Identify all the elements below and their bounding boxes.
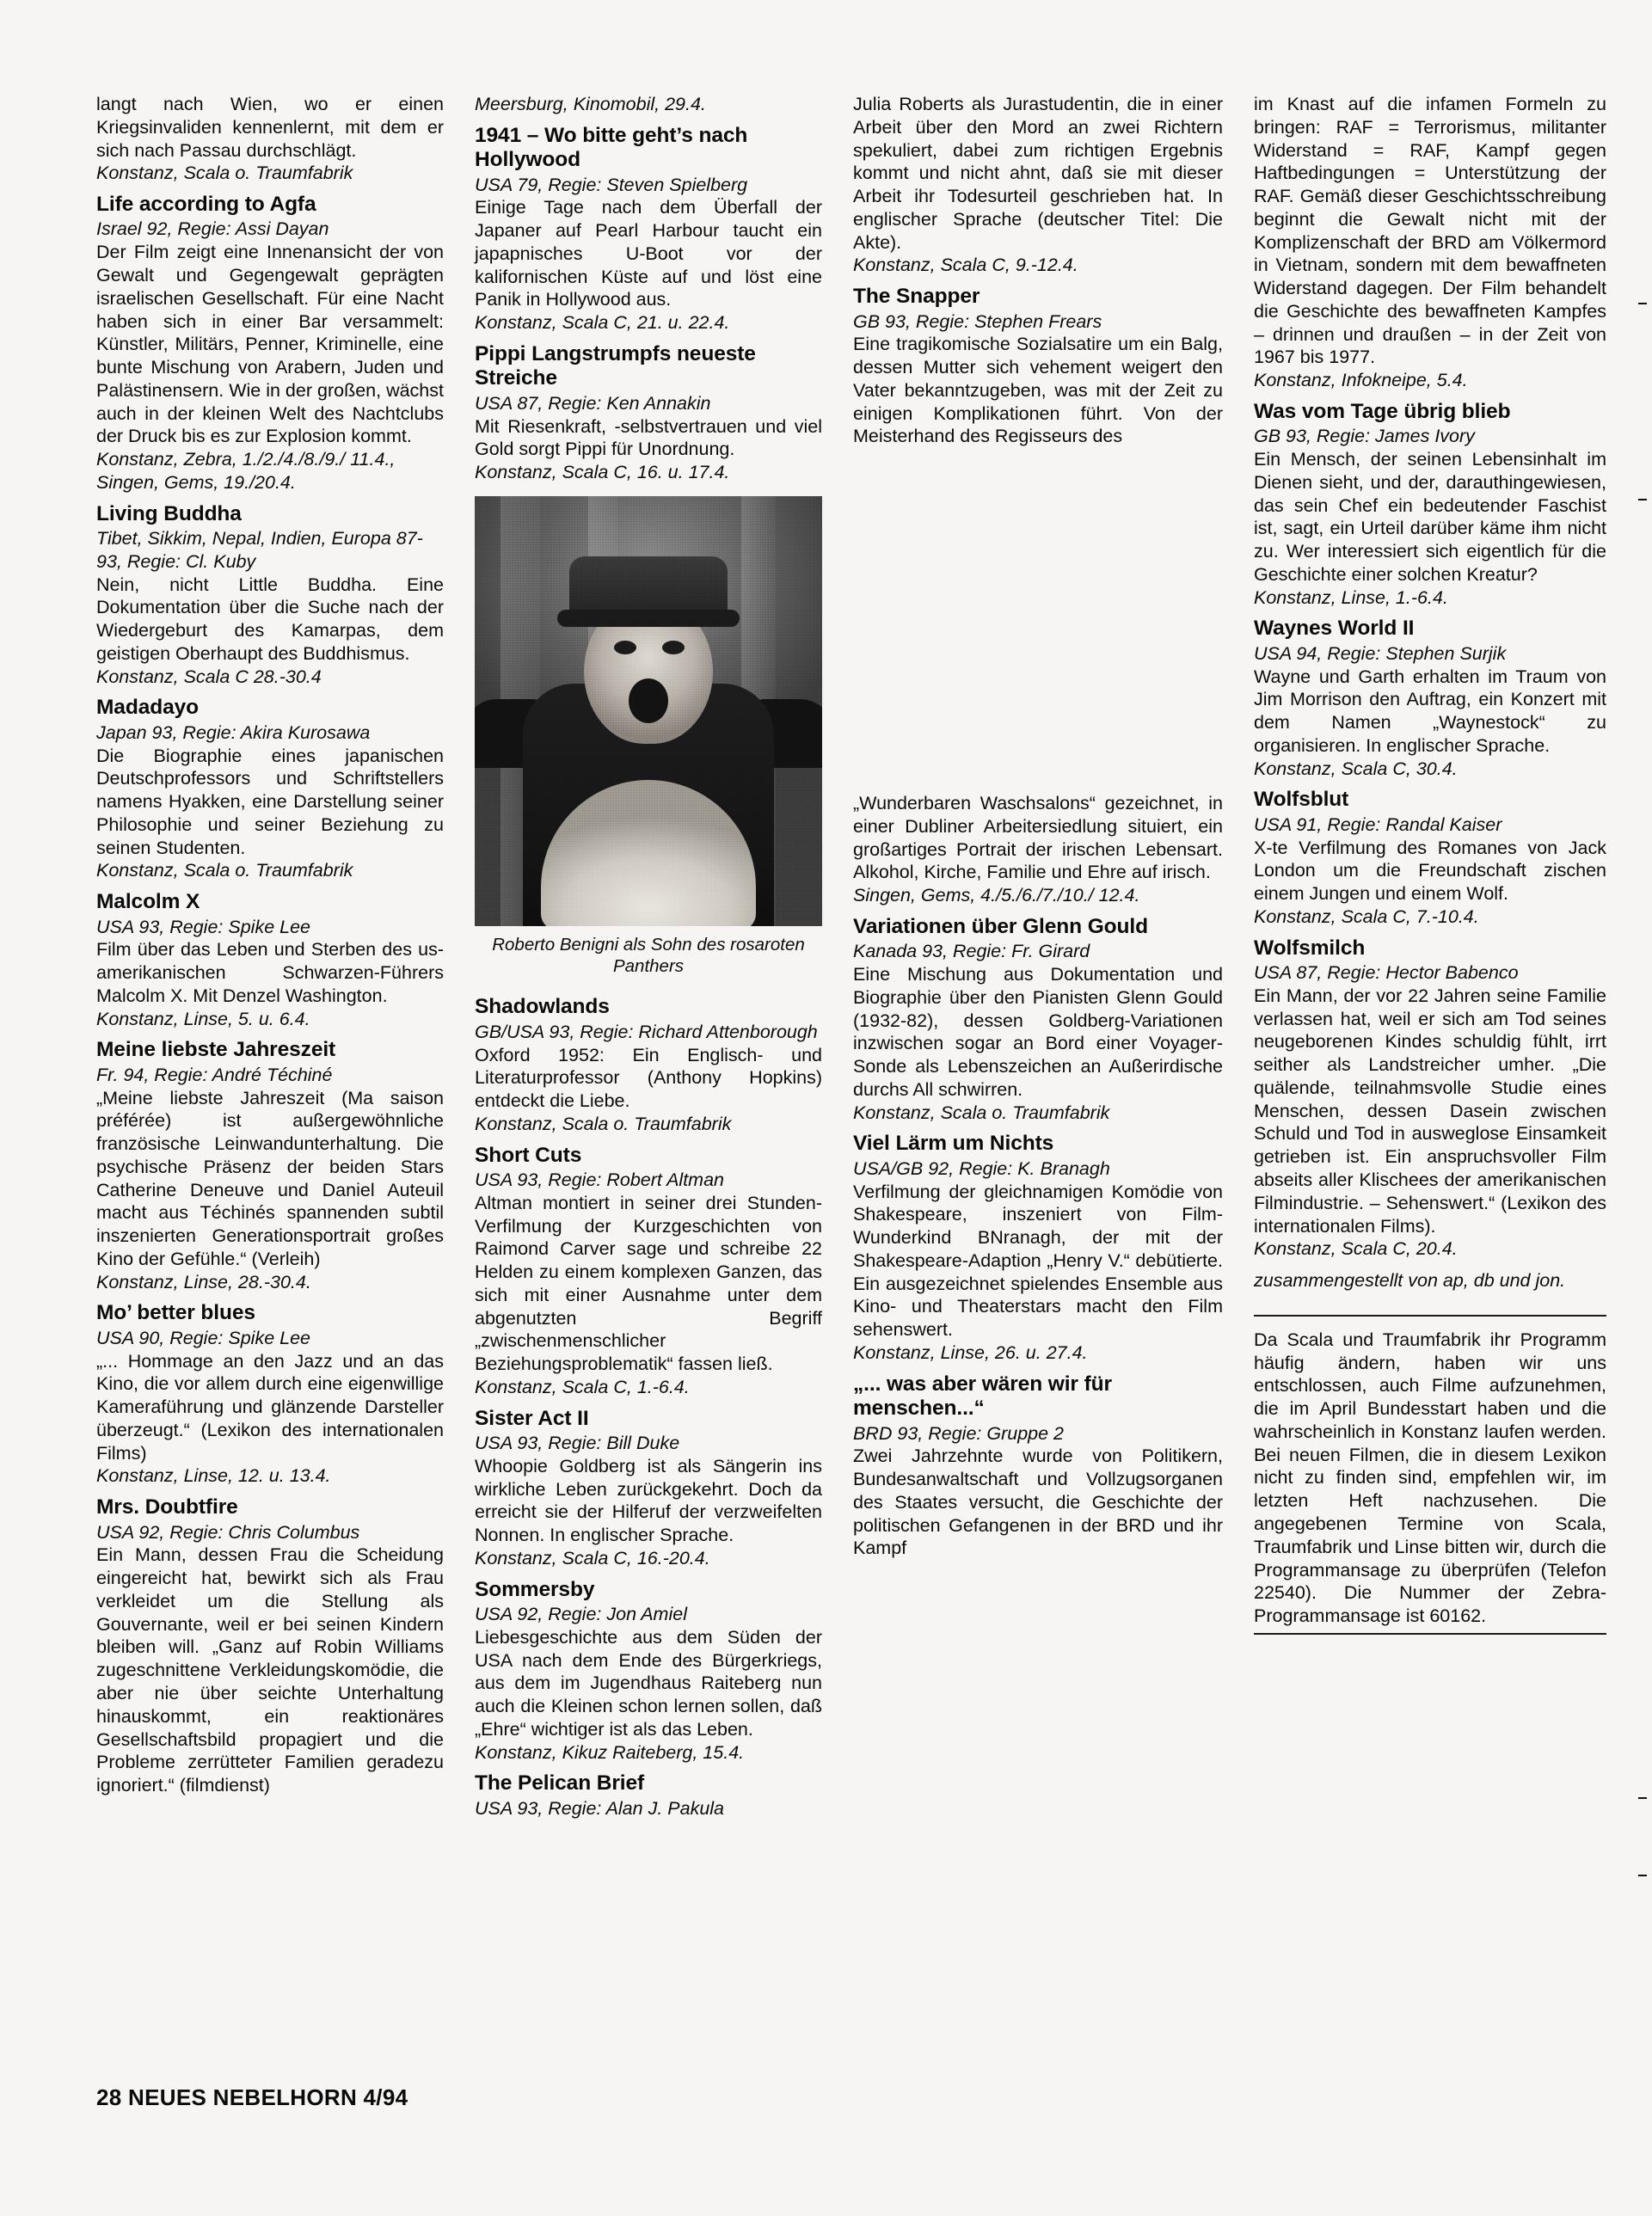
film-credit: USA 91, Regie: Randal Kaiser	[1254, 813, 1502, 835]
film-title: Wolfsblut	[1254, 788, 1349, 812]
film-credit: GB 93, Regie: James Ivory	[1254, 426, 1475, 447]
film-credit: BRD 93, Regie: Gruppe 2	[853, 1422, 1064, 1444]
film-credit: USA 93, Regie: Robert Altman	[475, 1169, 724, 1190]
film-description: Eine Mischung aus Dokumentation und Biographie über den Pianisten Glenn Gould (1932-82), dessen Goldberg-Variationen inzwischen sogar an Bord einer Voyager-Sonde als Lebenszeichen an Außerirdische durchs All schwirren.	[853, 964, 1223, 1100]
film-title: Madadayo	[96, 696, 200, 720]
film-credit: USA 93, Regie: Bill Duke	[475, 1433, 680, 1454]
venue-line: Konstanz, Scala C, 16.-20.4.	[475, 1547, 710, 1568]
film-title: Pippi Langstrumpfs neueste Streiche	[475, 341, 756, 390]
film-title: Living Buddha	[96, 501, 242, 525]
film-description: Die Biographie eines japanischen Deutschprofessors und Schriftstellers namens Hyakken, eine Darstellung seiner Philosophie und seiner Beziehung zu seinen Studenten.	[96, 745, 444, 858]
photo-grain	[475, 496, 822, 926]
venue-line: Konstanz, Linse, 12. u. 13.4.	[96, 1465, 331, 1487]
film-description-continued: „Wunderbaren Waschsalons“ gezeichnet, in einer Dubliner Arbeitersiedlung situiert, ein großartiges Portrait der irischen Lebensart. Alkohol, Kirche, Familie und Ehre auf irisch.	[853, 793, 1223, 883]
film-credit: Israel 92, Regie: Assi Dayan	[96, 218, 329, 240]
column-1	[96, 93, 444, 1797]
film-title: The Pelican Brief	[475, 1771, 645, 1796]
film-title: Was vom Tage übrig blieb	[1254, 399, 1511, 423]
venue-line: Konstanz, Infokneipe, 5.4.	[1254, 370, 1468, 391]
venue-line: Konstanz, Scala o. Traumfabrik	[96, 860, 353, 881]
film-description: Film über das Leben und Sterben des us-amerikanischen Schwarzen-Führers Malcolm X. Mit Denzel Washington.	[96, 939, 444, 1006]
venue-line: Konstanz, Scala o. Traumfabrik	[853, 1102, 1110, 1123]
film-credit: Tibet, Sikkim, Nepal, Indien, Europa 87-93, Regie: Cl. Kuby	[96, 528, 423, 572]
venue-line: Konstanz, Linse, 1.-6.4.	[1254, 586, 1448, 608]
venue-line: Konstanz, Scala C 28.-30.4	[96, 666, 322, 687]
film-description: X-te Verfilmung des Romanes von Jack London um die Freundschaft zischen einem Jungen und einem Wolf.	[1254, 837, 1606, 905]
spacer	[1254, 1261, 1606, 1269]
venue-line: Konstanz, Scala o. Traumfabrik	[96, 163, 353, 184]
film-description: Einige Tage nach dem Überfall der Japaner auf Pearl Harbour taucht ein japapnisches U-Boot vor der kalifornischen Küste auf und löst eine Panik in Hollywood aus.	[475, 197, 822, 310]
article-body	[96, 93, 1610, 2053]
film-title: 1941 – Wo bitte geht’s nach Hollywood	[475, 123, 748, 172]
film-description: „Meine liebste Jahreszeit (Ma saison préférée) ist außergewöhnliche französische Leinwandunterhaltung. Die psychische Präsenz der beiden Stars Catherine Deneuve und Daniel Auteuil macht aus Téchinés spannenden subtil inszenierten Generationsportrait großes Kino der Gefühle.“ (Verleih)	[96, 1087, 444, 1269]
film-title: Mrs. Doubtfire	[96, 1495, 238, 1519]
film-description: „... Hommage an den Jazz und an das Kino, die vor allem durch eine eigenwillige Kameraführung und glänzende Darsteller überzeugt.“ (Lexikon des internationalen Films)	[96, 1350, 444, 1464]
venue-line: Konstanz, Scala o. Traumfabrik	[475, 1113, 732, 1134]
film-title: Sommersby	[475, 1577, 595, 1601]
venue-line: Konstanz, Scala C, 16. u. 17.4.	[475, 462, 730, 483]
continued-paragraph: Julia Roberts als Jurastudentin, die in einer Arbeit über den Mord an zwei Richtern spekuliert, dabei zum richtigen Ergebnis kommt und nicht ahnt, daß sie mit dieser Arbeit ihr Todesurteil geschrieben hat. In englischer Sprache (deutscher Titel: Die Akte).	[853, 94, 1223, 253]
film-title: Life according to Agfa	[96, 193, 316, 217]
film-credit: GB/USA 93, Regie: Richard Attenborough	[475, 1021, 818, 1042]
divider-rule-bottom	[1254, 1633, 1606, 1635]
film-credit: USA 92, Regie: Jon Amiel	[475, 1604, 687, 1625]
film-description: Whoopie Goldberg ist als Sängerin ins wirkliche Leben zurückgekehrt. Doch da erreicht sie der Hilferuf der verzweifelten Nonnen. In englischer Sprache.	[475, 1455, 822, 1546]
film-description: Nein, nicht Little Buddha. Eine Dokumentation über die Suche nach der Wiedergeburt des Kamarpas, dem geistigen Oberhaupt des Buddhismus.	[96, 574, 444, 664]
column-4	[1254, 93, 1606, 1647]
film-credit: Japan 93, Regie: Akira Kurosawa	[96, 721, 371, 743]
column-2	[475, 93, 822, 1820]
film-title: Short Cuts	[475, 1143, 582, 1167]
film-title: „... was aber wären wir für menschen...“	[853, 1372, 1112, 1421]
venue-line: Konstanz, Scala C, 1.-6.4.	[475, 1376, 690, 1397]
edge-mark	[1638, 1875, 1647, 1876]
film-description: Ein Mann, dessen Frau die Scheidung eingereicht hat, bewirkt sich als Frau verkleidet um die Stellung als Gouvernante, weil er bei seinen Kindern bleiben will. „Ganz auf Robin Williams zugeschnittene Verkleidungskomödie, die aber nie über seichte Unterhaltung hinauskommt, ein reaktionäres Gesellschaftsbild propagiert und die Probleme zerrütteter Familien geradezu ignoriert.“ (filmdienst)	[96, 1544, 444, 1796]
film-description: Mit Riesenkraft, -selbstvertrauen und viel Gold sorgt Pippi für Unordnung.	[475, 415, 822, 460]
film-description: Eine tragikomische Sozialsatire um ein Balg, dessen Mutter sich vehement weigert den Vater bekanntzugeben, was mit der Zeit zu einigen Komplikationen führt. Von der Meisterhand des Regisseurs des	[853, 334, 1223, 447]
continued-paragraph: im Knast auf die infamen Formeln zu bringen: RAF = Terrorismus, militanter Widerstand = RAF, Kampf gegen Haftbedingungen = Unterstützung der RAF. Gemäß dieser Geschichtsschreibung beginnt die Gewalt nicht mit der Komplizenschaft der BRD am Völkermord in Vietnam, sondern mit dem bewaffneten Widerstand dagegen. Der Film behandelt die Geschichte des bewaffneten Kampfes – drinnen und draußen – in der Zeit von 1967 bis 1977.	[1254, 94, 1606, 368]
film-credit: GB 93, Regie: Stephen Frears	[853, 310, 1102, 332]
film-description: Altman montiert in seiner drei Stunden-Verfilmung der Kurzgeschichten von Raimond Carver sage und schreibe 22 Helden zu einem komplexen Ganzen, das sich mit einer Ausnahme unter dem abgenutzten Begriff „zwischenmenschlicher Beziehungsproblematik“ fassen ließ.	[475, 1192, 822, 1375]
film-title: Malcolm X	[96, 890, 200, 914]
film-credit: USA 87, Regie: Ken Annakin	[475, 392, 711, 414]
film-credit: USA 92, Regie: Chris Columbus	[96, 1521, 360, 1543]
film-credit: Fr. 94, Regie: André Téchiné	[96, 1064, 333, 1085]
editorial-note: Da Scala und Traumfabrik ihr Programm häufig ändern, haben wir uns entschlossen, auch Filme aufzunehmen, die im April Bundesstart haben und die wahrscheinlich in Konstanz laufen werden. Bei neuen Filmen, die in diesem Lexikon nicht zu finden sind, empfehlen wir, im letzten Heft nachzusehen. Die angegebenen Termine von Scala, Traumfabrik und Linse bitten wir, durch die Programmansage zu überprüfen (Telefon 22540). Die Nummer der Zebra-Programmansage ist 60162.	[1254, 1329, 1606, 1627]
venue-line: Konstanz, Scala C, 21. u. 22.4.	[475, 312, 730, 334]
venue-line: Konstanz, Scala C, 30.4.	[1254, 758, 1458, 779]
venue-line: Meersburg, Kinomobil, 29.4.	[475, 94, 706, 114]
film-description: Oxford 1952: Ein Englisch- und Literaturprofessor (Anthony Hopkins) entdeckt die Liebe.	[475, 1044, 822, 1112]
film-description: Der Film zeigt eine Innenansicht der von Gewalt und Gegengewalt geprägten israelischen Gesellschaft. Für eine Nacht haben sich in einer Bar versammelt: Künstler, Militärs, Penner, Kriminelle, eine bunte Mischung von Arabern, Juden und Palästinensern. Wie in der großen, wächst auch in der kleinen Welt des Nachtclubs der Druck bis es zur Explosion kommt.	[96, 242, 444, 447]
film-title: Waynes World II	[1254, 617, 1415, 641]
film-credit: USA 79, Regie: Steven Spielberg	[475, 174, 748, 195]
venue-line: Konstanz, Linse, 28.-30.4.	[96, 1271, 311, 1292]
photo-figure	[475, 496, 822, 978]
edge-mark	[1638, 499, 1647, 500]
venue-line: Konstanz, Scala C, 9.-12.4.	[853, 255, 1078, 276]
photo-caption: Roberto Benigni als Sohn des rosaroten Panthers	[492, 934, 805, 977]
film-title: Meine liebste Jahreszeit	[96, 1038, 336, 1062]
continued-paragraph: langt nach Wien, wo er einen Kriegsinvaliden kennenlernt, mit dem er sich nach Passau durchschlägt.	[96, 94, 444, 161]
film-description: Zwei Jahrzehnte wurde von Politikern, Bundesanwaltschaft und Vollzugsorganen des Staates versucht, die Geschichte der politischen Gefangenen in der BRD und ihr Kampf	[853, 1446, 1223, 1559]
film-title: Variationen über Glenn Gould	[853, 914, 1148, 938]
venue-line: Konstanz, Scala C, 7.-10.4.	[1254, 905, 1479, 927]
venue-line: Konstanz, Scala C, 20.4.	[1254, 1238, 1458, 1260]
film-credit: USA 94, Regie: Stephen Surjik	[1254, 642, 1507, 664]
film-title: Sister Act II	[475, 1406, 589, 1430]
film-description: Ein Mensch, der seinen Lebensinhalt im Dienen sieht, und der, darauthingewiesen, das sein Chef ein bedeutender Faschist ist, sagt, ein Urteil darüber käme ihm nicht zu. Wer interessiert sich eigentlich für die Geschichte einer solchen Kreatur?	[1254, 449, 1606, 585]
film-credit: USA 93, Regie: Spike Lee	[96, 916, 310, 937]
column-container	[96, 93, 1610, 1820]
film-photo	[475, 496, 822, 926]
film-title: Mo’ better blues	[96, 1301, 255, 1325]
film-title: The Snapper	[853, 285, 980, 309]
photo-gutter-spacer	[853, 448, 1223, 792]
film-credit: USA 90, Regie: Spike Lee	[96, 1327, 310, 1348]
edge-mark	[1638, 303, 1647, 304]
film-description: Ein Mann, der vor 22 Jahren seine Familie verlassen hat, weil er sich am Tod seines neugeborenen Kindes schuldig fühlt, irrt seither als Landstreicher umher. „Die quälende, teilnahmsvolle Studie eines Menschen, dessen Dasein zwischen Schuld und Tod in ausweglose Einsamkeit getrieben ist. Ein anspruchsvoller Film abseits aller Klischees der amerikanischen Filmindustrie. – Sehenswert.“ (Lexikon des internationalen Films).	[1254, 985, 1606, 1237]
film-credit: USA 93, Regie: Alan J. Pakula	[475, 1797, 725, 1819]
edge-mark	[1638, 1797, 1647, 1799]
film-description: Verfilmung der gleichnamigen Komödie von Shakespeare, inszeniert von Film-Wunderkind BNranagh, der mit der Shakespeare-Adaption „Henry V.“ debütierte. Ein ausgezeichnet spielendes Ensemble aus Kino- und Theaterstars macht den Film sehenswert.	[853, 1181, 1223, 1341]
film-title: Viel Lärm um Nichts	[853, 1132, 1054, 1156]
film-credit: Kanada 93, Regie: Fr. Girard	[853, 941, 1090, 962]
film-credit: USA/GB 92, Regie: K. Branagh	[853, 1157, 1110, 1179]
film-title: Shadowlands	[475, 995, 610, 1019]
page-footer: 28 NEUES NEBELHORN 4/94	[96, 2084, 408, 2110]
venue-line: Konstanz, Kikuz Raiteberg, 15.4.	[475, 1741, 745, 1763]
film-title: Wolfsmilch	[1254, 936, 1366, 960]
venue-line: Konstanz, Linse, 5. u. 6.4.	[96, 1008, 310, 1029]
film-description: Liebesgeschichte aus dem Süden der USA nach dem Ende des Bürgerkriegs, aus dem im Jugendhaus Raiteberg nun auch die Kleinen schon lernen sollen, daß „Ehre“ wichtiger ist als das Leben.	[475, 1626, 822, 1740]
byline: zusammengestellt von ap, db und jon.	[1254, 1270, 1566, 1292]
venue-line: Konstanz, Linse, 26. u. 27.4.	[853, 1342, 1088, 1364]
column-3	[853, 93, 1223, 1560]
film-credit: USA 87, Regie: Hector Babenco	[1254, 962, 1519, 984]
venue-line: Singen, Gems, 4./5./6./7./10./ 12.4.	[853, 885, 1140, 906]
film-description: Wayne und Garth erhalten im Traum von Jim Morrison den Auftrag, ein Konzert mit dem Namen „Waynestock“ zu organisieren. In englischer Sprache.	[1254, 666, 1606, 756]
venue-line: Konstanz, Zebra, 1./2./4./8./9./ 11.4., Singen, Gems, 19./20.4.	[96, 449, 396, 493]
divider-rule	[1254, 1315, 1606, 1317]
